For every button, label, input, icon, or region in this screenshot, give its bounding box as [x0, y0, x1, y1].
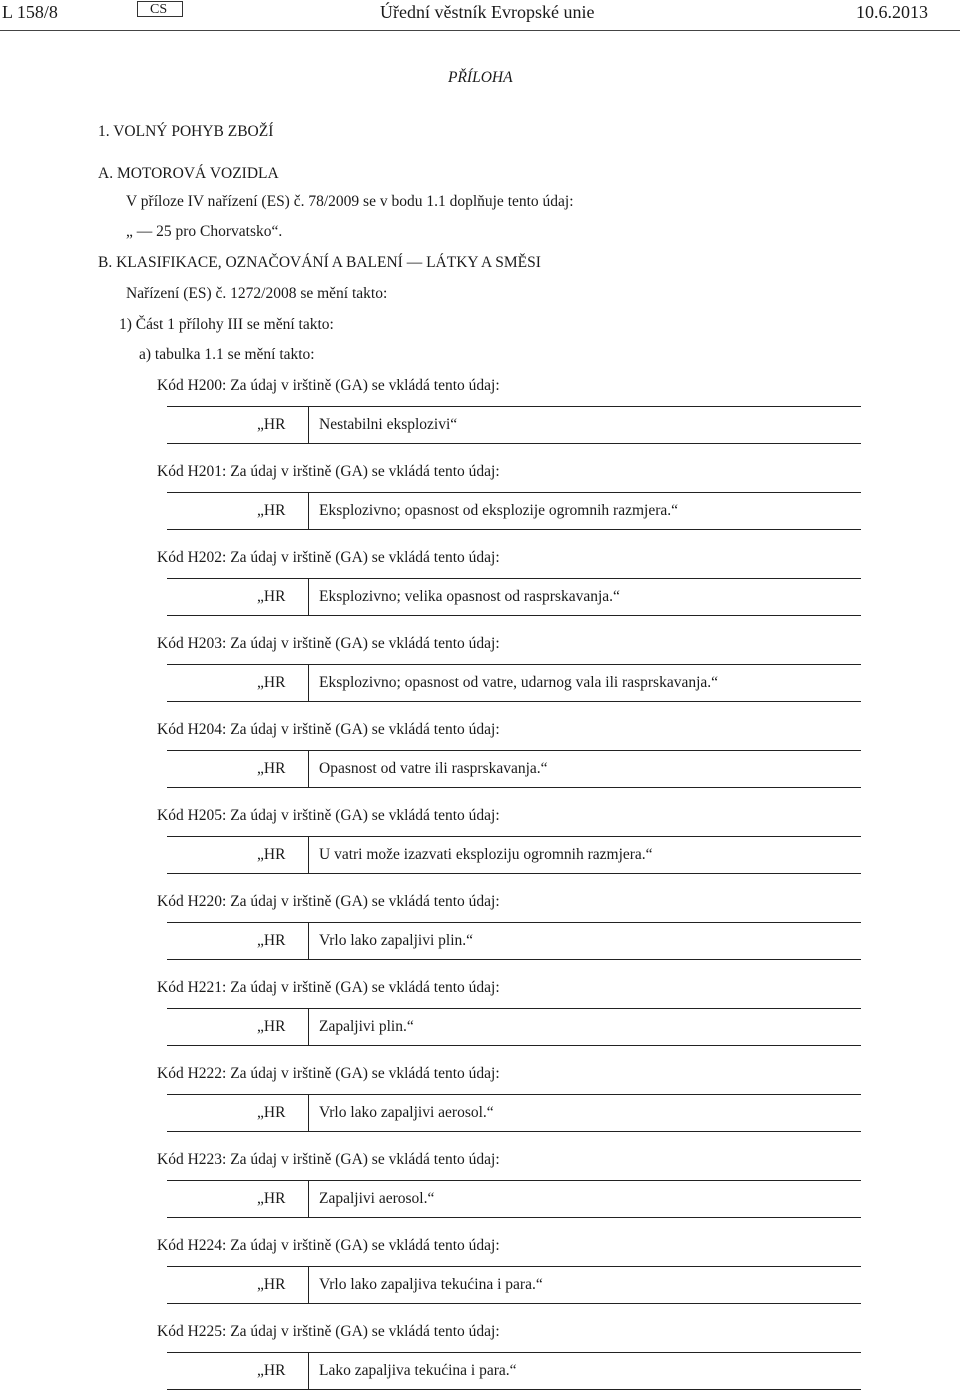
translation-text: Nestabilni eksplozivi“ — [319, 416, 458, 433]
language-code: „HR — [257, 932, 286, 949]
language-code: „HR — [257, 1018, 286, 1035]
code-heading: Kód H221: Za údaj v irštině (GA) se vkládá tento údaj: — [157, 979, 500, 996]
column-divider — [308, 579, 309, 615]
translation-text: Zapaljivi aerosol.“ — [319, 1190, 435, 1207]
language-code: „HR — [257, 416, 286, 433]
section-a-quote: „ — 25 pro Chorvatsko“. — [126, 223, 283, 240]
language-code: „HR — [257, 760, 286, 777]
translation-table — [167, 1266, 861, 1304]
code-heading: Kód H200: Za údaj v irštině (GA) se vkládá tento údaj: — [157, 377, 500, 394]
translation-text: Eksplozivno; opasnost od eksplozije ogromnih razmjera.“ — [319, 502, 678, 519]
translation-table — [167, 578, 861, 616]
column-divider — [308, 407, 309, 443]
section-a-heading: A. MOTOROVÁ VOZIDLA — [98, 165, 279, 182]
code-heading: Kód H225: Za údaj v irštině (GA) se vkládá tento údaj: — [157, 1323, 500, 1340]
translation-text: Eksplozivno; opasnost od vatre, udarnog vala ili rasprskavanja.“ — [319, 674, 719, 691]
column-divider — [308, 1353, 309, 1389]
language-code: „HR — [257, 1104, 286, 1121]
language-badge: CS — [137, 1, 183, 17]
column-divider — [308, 837, 309, 873]
column-divider — [308, 1267, 309, 1303]
language-code: „HR — [257, 846, 286, 863]
code-heading: Kód H223: Za údaj v irštině (GA) se vkládá tento údaj: — [157, 1151, 500, 1168]
code-heading: Kód H205: Za údaj v irštině (GA) se vkládá tento údaj: — [157, 807, 500, 824]
section-b-item-1a: a) tabulka 1.1 se mění takto: — [139, 346, 315, 363]
page-reference: L 158/8 — [2, 2, 58, 22]
translation-table — [167, 750, 861, 788]
code-heading: Kód H222: Za údaj v irštině (GA) se vkládá tento údaj: — [157, 1065, 500, 1082]
language-code: „HR — [257, 588, 286, 605]
column-divider — [308, 1181, 309, 1217]
translation-text: Lako zapaljiva tekućina i para.“ — [319, 1362, 517, 1379]
translation-text: Zapaljivi plin.“ — [319, 1018, 414, 1035]
code-heading: Kód H201: Za údaj v irštině (GA) se vkládá tento údaj: — [157, 463, 500, 480]
translation-table — [167, 1008, 861, 1046]
translation-table — [167, 1094, 861, 1132]
translation-table — [167, 1352, 861, 1390]
code-heading: Kód H220: Za údaj v irštině (GA) se vkládá tento údaj: — [157, 893, 500, 910]
language-code: „HR — [257, 1362, 286, 1379]
language-code: „HR — [257, 502, 286, 519]
column-divider — [308, 1095, 309, 1131]
translation-table — [167, 922, 861, 960]
translation-text: Opasnost od vatre ili rasprskavanja.“ — [319, 760, 548, 777]
annex-title: PŘÍLOHA — [448, 69, 513, 86]
translation-text: U vatri može izazvati eksploziju ogromnih razmjera.“ — [319, 846, 653, 863]
section-1-heading: 1. VOLNÝ POHYB ZBOŽÍ — [98, 123, 274, 140]
column-divider — [308, 751, 309, 787]
code-heading: Kód H204: Za údaj v irštině (GA) se vkládá tento údaj: — [157, 721, 500, 738]
translation-table — [167, 1180, 861, 1218]
language-code: „HR — [257, 1190, 286, 1207]
translation-text: Vrlo lako zapaljiva tekućina i para.“ — [319, 1276, 543, 1293]
section-b-text: Nařízení (ES) č. 1272/2008 se mění takto: — [126, 285, 388, 302]
column-divider — [308, 923, 309, 959]
translation-table — [167, 492, 861, 530]
translation-text: Eksplozivno; velika opasnost od rasprskavanja.“ — [319, 588, 620, 605]
translation-text: Vrlo lako zapaljivi aerosol.“ — [319, 1104, 494, 1121]
section-b-heading: B. KLASIFIKACE, OZNAČOVÁNÍ A BALENÍ — LÁTKY A SMĚSI — [98, 254, 541, 271]
column-divider — [308, 665, 309, 701]
section-b-item-1: 1) Část 1 přílohy III se mění takto: — [119, 316, 334, 333]
language-code: „HR — [257, 1276, 286, 1293]
translation-text: Vrlo lako zapaljivi plin.“ — [319, 932, 474, 949]
translation-table — [167, 406, 861, 444]
translation-table — [167, 664, 861, 702]
journal-header — [0, 0, 960, 31]
language-code: „HR — [257, 674, 286, 691]
code-heading: Kód H203: Za údaj v irštině (GA) se vkládá tento údaj: — [157, 635, 500, 652]
translation-table — [167, 836, 861, 874]
column-divider — [308, 493, 309, 529]
code-heading: Kód H202: Za údaj v irštině (GA) se vkládá tento údaj: — [157, 549, 500, 566]
section-a-text: V příloze IV nařízení (ES) č. 78/2009 se v bodu 1.1 doplňuje tento údaj: — [126, 193, 574, 210]
column-divider — [308, 1009, 309, 1045]
code-heading: Kód H224: Za údaj v irštině (GA) se vkládá tento údaj: — [157, 1237, 500, 1254]
publication-date: 10.6.2013 — [856, 2, 928, 22]
journal-title: Úřední věstník Evropské unie — [380, 2, 595, 22]
